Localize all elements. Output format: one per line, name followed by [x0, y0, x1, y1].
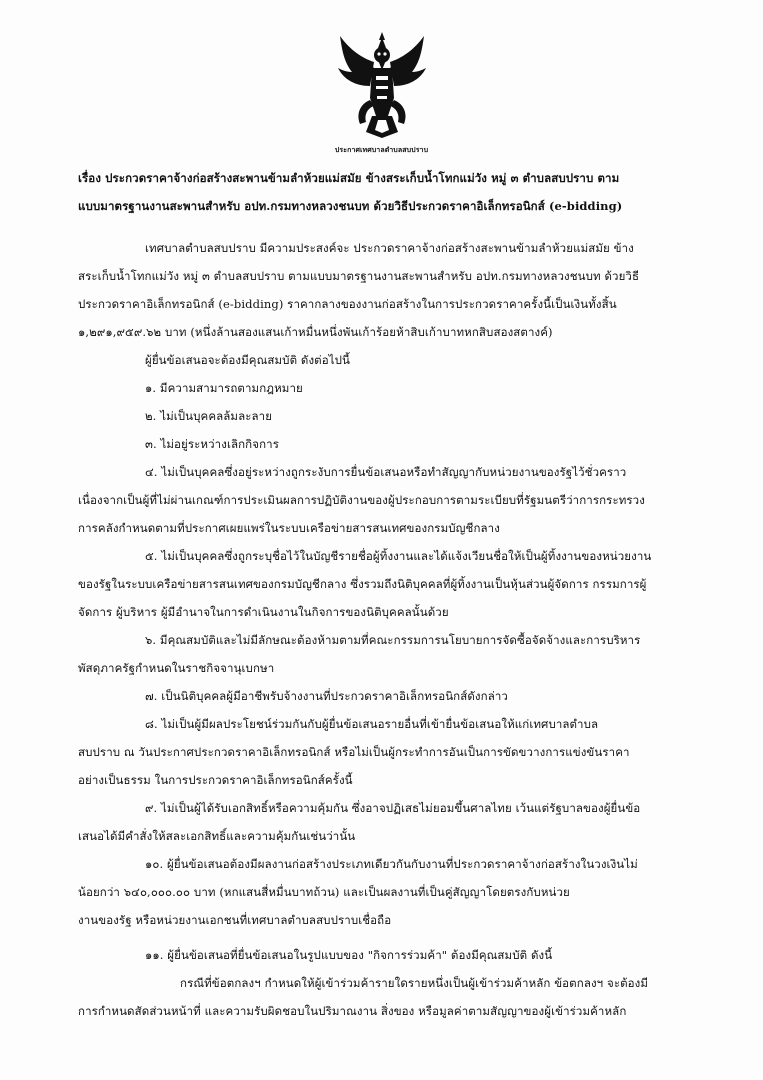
body-line: งานของรัฐ หรือหน่วยงานเอกชนที่เทศบาลตำบลสบปราบเชื่อถือ: [78, 913, 392, 927]
qualification-item: ๕. ไม่เป็นบุคคลซึ่งถูกระบุชื่อไว้ในบัญชีรายชื่อผู้ทิ้งงานและได้แจ้งเวียนชื่อให้เป็นผู้ทิ้งงานของหน่วยงาน: [145, 549, 652, 563]
subject-line-2: แบบมาตรฐานงานสะพานสำหรับ อปท.กรมทางหลวงชนบท ด้วยวิธีประกวดราคาอิเล็กทรอนิกส์ (e-bidding): [78, 199, 623, 213]
qualification-item: ๗. เป็นนิติบุคคลผู้มีอาชีพรับจ้างงานที่ประกวดราคาอิเล็กทรอนิกส์ดังกล่าว: [145, 689, 508, 703]
body-line: พัสดุภาครัฐกำหนดในราชกิจจานุเบกษา: [78, 661, 275, 675]
body-line: น้อยกว่า ๖๔๐,๐๐๐.๐๐ บาท (หกแสนสี่หมื่นบาทถ้วน) และเป็นผลงานที่เป็นคู่สัญญาโดยตรงกับหน่วย: [78, 885, 570, 899]
qualification-item: ๑๑. ผู้ยื่นข้อเสนอที่ยื่นข้อเสนอในรูปแบบของ "กิจการร่วมค้า" ต้องมีคุณสมบัติ ดังนี้: [145, 948, 553, 962]
body-line: กรณีที่ข้อตกลงฯ กำหนดให้ผู้เข้าร่วมค้ารายใดรายหนึ่งเป็นผู้เข้าร่วมค้าหลัก ข้อตกลงฯ จะต้องมี: [180, 976, 649, 990]
qualification-item: ๘. ไม่เป็นผู้มีผลประโยชน์ร่วมกันกับผู้ยื่นข้อเสนอรายอื่นที่เข้ายื่นข้อเสนอให้แก่เทศบาลตำบล: [145, 717, 599, 731]
qualifications-heading: ผู้ยื่นข้อเสนอจะต้องมีคุณสมบัติ ดังต่อไปนี้: [145, 353, 350, 367]
body-line: เทศบาลตำบลสบปราบ มีความประสงค์จะ ประกวดราคาจ้างก่อสร้างสะพานข้ามลำห้วยแม่สมัย ข้าง: [145, 241, 634, 255]
qualification-item: ๔. ไม่เป็นบุคคลซึ่งอยู่ระหว่างถูกระงับการยื่นข้อเสนอหรือทำสัญญากับหน่วยงานของรัฐไว้ชั่วคราว: [145, 465, 627, 479]
qualification-item: ๑. มีความสามารถตามกฎหมาย: [145, 381, 303, 395]
agency-heading: ประกาศเทศบาลตำบลสบปราบ: [334, 145, 429, 154]
body-line: สระเก็บน้ำโทกแม่วัง หมู่ ๓ ตำบลสบปราบ ตามแบบมาตรฐานงานสะพานสำหรับ อปท.กรมทางหลวงชนบท ด้วยวิธี: [78, 269, 640, 283]
body-line: สบปราบ ณ วันประกาศประกวดราคาอิเล็กทรอนิกส์ หรือไม่เป็นผู้กระทำการอันเป็นการขัดขวางการแข่งขันราคา: [78, 745, 630, 759]
qualification-item: ๖. มีคุณสมบัติและไม่มีลักษณะต้องห้ามตามที่คณะกรรมการนโยบายการจัดซื้อจัดจ้างและการบริหาร: [145, 633, 641, 647]
qualification-item: ๓. ไม่อยู่ระหว่างเลิกกิจการ: [145, 437, 279, 451]
subject-line-1: เรื่อง ประกวดราคาจ้างก่อสร้างสะพานข้ามลำห้วยแม่สมัย ข้างสระเก็บน้ำโทกแม่วัง หมู่ ๓ ตำบลสบปราบ ตาม: [78, 171, 620, 185]
body-line: ๑,๒๙๑,๙๕๙.๖๒ บาท (หนึ่งล้านสองแสนเก้าหมื่นหนึ่งพันเก้าร้อยห้าสิบเก้าบาทหกสิบสองสตางค์): [78, 325, 553, 339]
qualification-item: ๒. ไม่เป็นบุคคลล้มละลาย: [145, 409, 273, 423]
body-line: อย่างเป็นธรรม ในการประกวดราคาอิเล็กทรอนิกส์ครั้งนี้: [78, 773, 353, 787]
qualification-item: ๙. ไม่เป็นผู้ได้รับเอกสิทธิ์หรือความคุ้มกัน ซึ่งอาจปฏิเสธไม่ยอมขึ้นศาลไทย เว้นแต่รัฐบาลของผู้ยื่นข้อ: [145, 801, 641, 815]
body-line: จัดการ ผู้บริหาร ผู้มีอำนาจในการดำเนินงานในกิจการของนิติบุคคลนั้นด้วย: [78, 605, 449, 619]
body-line: การกำหนดสัดส่วนหน้าที่ และความรับผิดชอบในปริมาณงาน สิ่งของ หรือมูลค่าตามสัญญาของผู้เข้าร่วมค้าหลัก: [78, 1004, 627, 1018]
qualification-item: ๑๐. ผู้ยื่นข้อเสนอต้องมีผลงานก่อสร้างประเภทเดียวกันกับงานที่ประกวดราคาจ้างก่อสร้างในวงเงินไม่: [145, 857, 638, 871]
body-line: เสนอได้มีคำสั่งให้สละเอกสิทธิ์และความคุ้มกันเช่นว่านั้น: [78, 829, 356, 843]
body-line: ของรัฐในระบบเครือข่ายสารสนเทศของกรมบัญชีกลาง ซึ่งรวมถึงนิติบุคคลที่ผู้ทิ้งงานเป็นหุ้นส่วนผู้จัดการ กรรมการผู้: [78, 577, 647, 591]
body-line: เนื่องจากเป็นผู้ที่ไม่ผ่านเกณฑ์การประเมินผลการปฏิบัติงานของผู้ประกอบการตามระเบียบที่รัฐมนตรีว่าการกระทรวง: [78, 493, 645, 507]
body-line: การคลังกำหนดตามที่ประกาศเผยแพร่ในระบบเครือข่ายสารสนเทศของกรมบัญชีกลาง: [78, 521, 500, 535]
garuda-emblem: [332, 28, 432, 140]
body-line: ประกวดราคาอิเล็กทรอนิกส์ (e-bidding) ราคากลางของงานก่อสร้างในการประกวดราคาครั้งนี้เป็นเงินทั้งสิ้น: [78, 297, 617, 311]
